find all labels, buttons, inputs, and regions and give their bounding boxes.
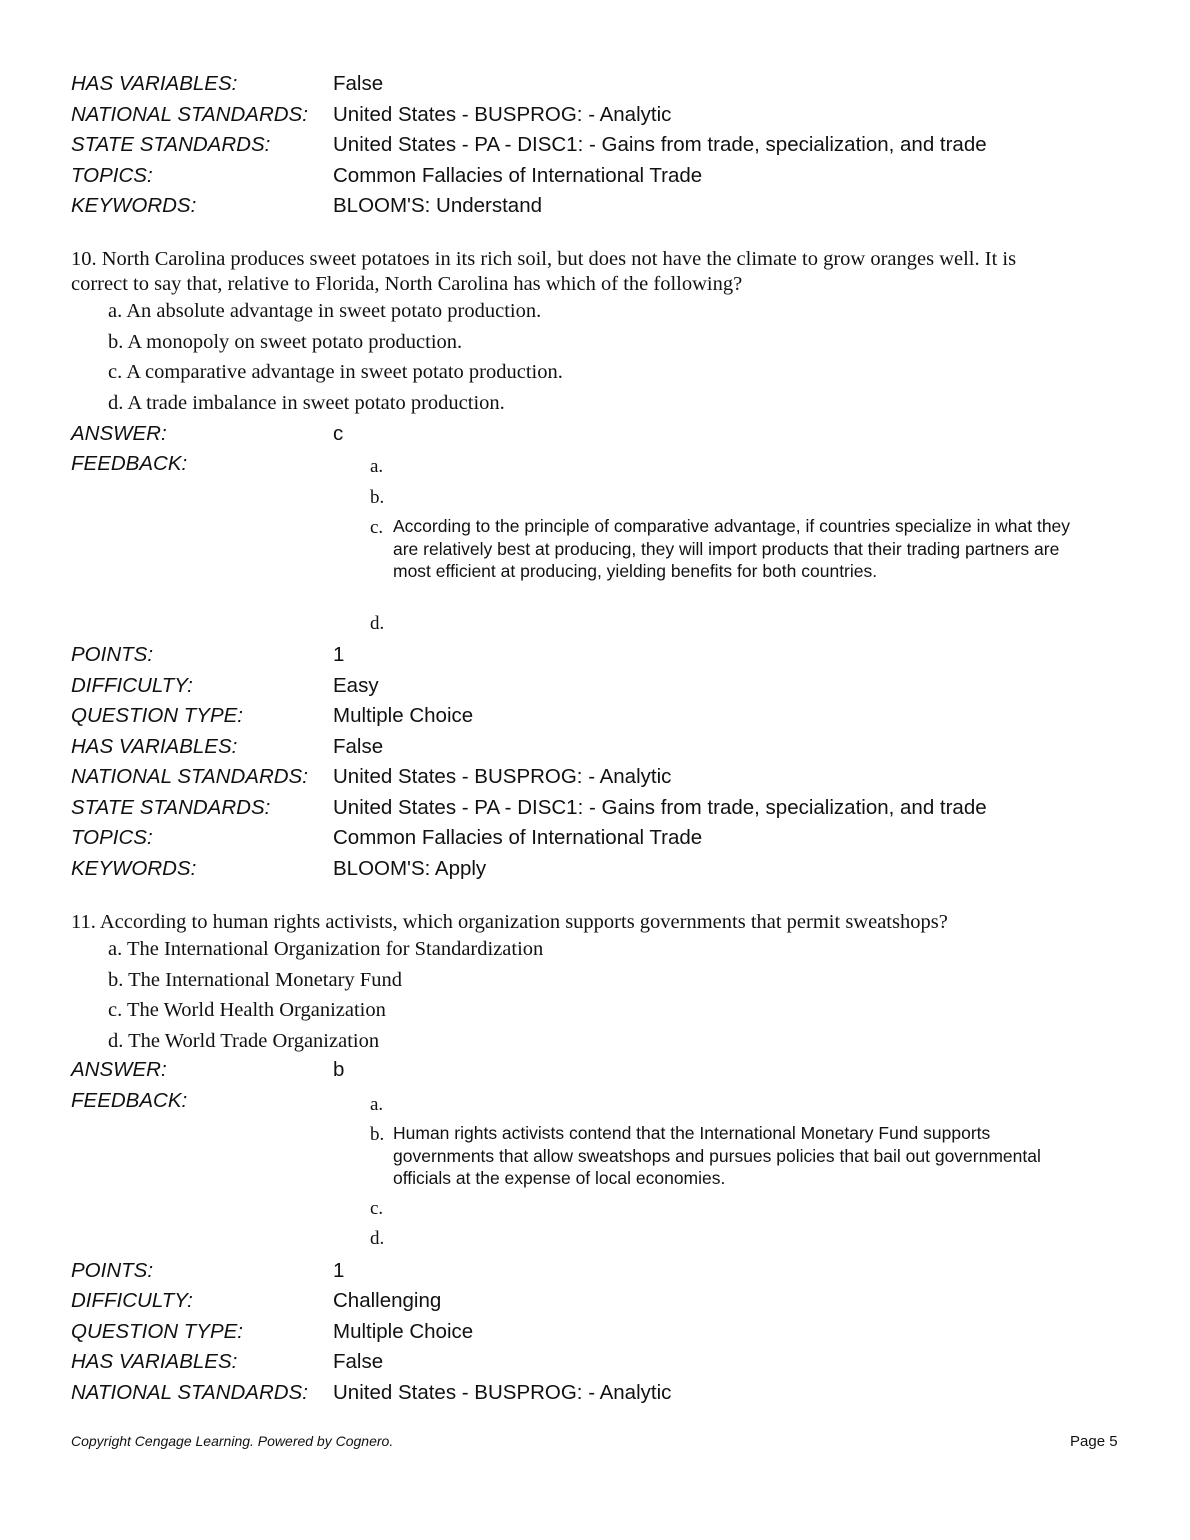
q10-feedback-letter-b: b. [370,487,385,508]
q11-feedback-letter-b: b. [370,1124,385,1145]
feedback-label: FEEDBACK: [71,452,188,475]
meta-value: United States - PA - DISC1: - Gains from trade, specialization, and trade [333,133,987,156]
q10-feedback-c-text: According to the principle of comparative advantage, if countries specialize in what they are relatively best at producing, they will import products that their trading partners are most efficient at producing, yielding benefits for both countries. [393,516,1071,581]
meta-value: False [333,735,384,758]
meta-value: 1 [333,643,345,666]
meta-label: STATE STANDARDS: [71,133,271,156]
meta-label: DIFFICULTY: [71,674,193,697]
q10-choice-c: c. A comparative advantage in sweet potato production. [108,361,563,383]
meta-value: False [333,1350,384,1373]
meta-value: Common Fallacies of International Trade [333,164,703,187]
q11-choice-a: a. The International Organization for Standardization [108,938,544,960]
question-10-stem: 10. North Carolina produces sweet potatoes in its rich soil, but does not have the climate to grow oranges well. It is correct to say that, relative to Florida, North Carolina has which of the following? [71,248,1017,295]
q10-feedback-letter-c: c. [370,517,384,538]
meta-value: United States - BUSPROG: - Analytic [333,103,672,126]
q11-choice-b: b. The International Monetary Fund [108,969,402,991]
meta-value: 1 [333,1259,345,1282]
footer-page-number: Page 5 [1070,1433,1118,1450]
meta-label: STATE STANDARDS: [71,796,271,819]
meta-value: United States - BUSPROG: - Analytic [333,1381,672,1404]
meta-value: Multiple Choice [333,1320,474,1343]
feedback-label: FEEDBACK: [71,1089,188,1112]
meta-value: United States - BUSPROG: - Analytic [333,765,672,788]
meta-label: QUESTION TYPE: [71,1320,243,1343]
answer-value: b [333,1058,345,1081]
answer-label: ANSWER: [71,422,167,445]
meta-value: United States - PA - DISC1: - Gains from trade, specialization, and trade [333,796,987,819]
meta-value: BLOOM'S: Understand [333,194,543,217]
q11-feedback-letter-d: d. [370,1228,385,1249]
q11-feedback-b-text: Human rights activists contend that the International Monetary Fund supports governments that allow sweatshops and pursues policies that bail out governmental officials at the expense of local economies. [393,1123,1041,1188]
q10-choice-a: a. An absolute advantage in sweet potato production. [108,300,542,322]
meta-label: NATIONAL STANDARDS: [71,1381,308,1404]
meta-value: Multiple Choice [333,704,474,727]
q11-choice-d: d. The World Trade Organization [108,1030,380,1052]
meta-label: HAS VARIABLES: [71,72,238,95]
meta-label: POINTS: [71,643,154,666]
meta-label: HAS VARIABLES: [71,1350,238,1373]
question-11-stem: 11. According to human rights activists, which organization supports governments that permit sweatshops? [71,911,948,933]
meta-label: KEYWORDS: [71,194,197,217]
meta-label: DIFFICULTY: [71,1289,193,1312]
meta-value: Common Fallacies of International Trade [333,826,703,849]
answer-value: c [333,422,344,445]
q11-feedback-letter-a: a. [370,1094,384,1115]
q10-feedback-letter-d: d. [370,613,385,634]
meta-label: HAS VARIABLES: [71,735,238,758]
meta-value: BLOOM'S: Apply [333,857,487,880]
meta-label: NATIONAL STANDARDS: [71,765,308,788]
q11-choice-c: c. The World Health Organization [108,999,386,1021]
meta-label: POINTS: [71,1259,154,1282]
meta-label: KEYWORDS: [71,857,197,880]
q11-feedback-letter-c: c. [370,1198,384,1219]
meta-label: NATIONAL STANDARDS: [71,103,308,126]
meta-label: TOPICS: [71,826,153,849]
q10-choice-b: b. A monopoly on sweet potato production. [108,331,463,353]
meta-value: Challenging [333,1289,442,1312]
q10-feedback-letter-a: a. [370,456,384,477]
meta-value: Easy [333,674,379,697]
answer-label: ANSWER: [71,1058,167,1081]
meta-value: False [333,72,384,95]
meta-label: QUESTION TYPE: [71,704,243,727]
meta-label: TOPICS: [71,164,153,187]
footer-copyright: Copyright Cengage Learning. Powered by Cognero. [71,1433,394,1449]
q10-choice-d: d. A trade imbalance in sweet potato production. [108,392,505,414]
